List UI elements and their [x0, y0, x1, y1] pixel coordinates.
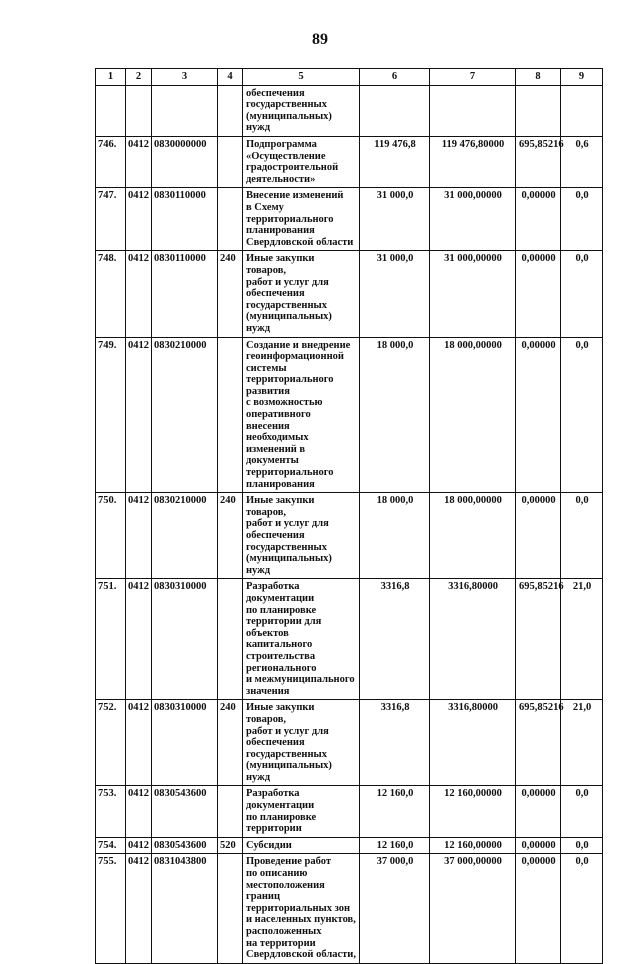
- target-article-code-cell: [152, 85, 218, 136]
- item-name-cell: Разработка документации по планировке территории: [243, 786, 360, 837]
- amount-executed-cell: 0,00000: [516, 837, 561, 854]
- percent-executed-cell: 0,0: [561, 493, 603, 579]
- target-article-code-cell: 0830210000: [152, 493, 218, 579]
- amount-total-cell: 119 476,80000: [430, 136, 516, 187]
- target-article-code-cell: 0830543600: [152, 837, 218, 854]
- percent-executed-cell: 0,0: [561, 337, 603, 493]
- amount-approved-cell: 31 000,0: [360, 251, 430, 337]
- expense-type-code-cell: [218, 854, 243, 963]
- amount-executed-cell: 0,00000: [516, 337, 561, 493]
- amount-total-cell: 12 160,00000: [430, 837, 516, 854]
- amount-executed-cell: 0,00000: [516, 188, 561, 251]
- table-row: [96, 188, 603, 251]
- percent-executed-cell: 0,6: [561, 136, 603, 187]
- section-code-cell: 0412: [126, 837, 152, 854]
- section-code-cell: 0412: [126, 786, 152, 837]
- amount-executed-cell: 0,00000: [516, 493, 561, 579]
- amount-executed-cell: 0,00000: [516, 854, 561, 963]
- section-code-cell: 0412: [126, 136, 152, 187]
- amount-total-cell: 12 160,00000: [430, 786, 516, 837]
- row-number-cell: [96, 85, 126, 136]
- row-number-cell: 748.: [96, 251, 126, 337]
- row-number-cell: 746.: [96, 136, 126, 187]
- expense-type-code-cell: 520: [218, 837, 243, 854]
- expense-type-code-cell: [218, 579, 243, 700]
- percent-executed-cell: 0,0: [561, 251, 603, 337]
- column-header-5: 5: [243, 69, 360, 86]
- target-article-code-cell: 0831043800: [152, 854, 218, 963]
- item-name-cell: Подпрограмма «Осуществление градостроительной деятельности»: [243, 136, 360, 187]
- amount-total-cell: 18 000,00000: [430, 493, 516, 579]
- item-name-cell: Субсидии: [243, 837, 360, 854]
- item-name-cell: Иные закупки товаров, работ и услуг для обеспечения государственных (муниципальных) нужд: [243, 493, 360, 579]
- amount-executed-cell: 0,00000: [516, 786, 561, 837]
- percent-executed-cell: 0,0: [561, 854, 603, 963]
- item-name-cell: Разработка документации по планировке территории для объектов капитального строительства регионального и межмуниципального значения: [243, 579, 360, 700]
- amount-approved-cell: 3316,8: [360, 700, 430, 786]
- percent-executed-cell: 0,0: [561, 188, 603, 251]
- amount-executed-cell: [516, 85, 561, 136]
- item-name-cell: Проведение работ по описанию местоположения границ территориальных зон и населенных пунктов, расположенных на территории Свердловской области,: [243, 854, 360, 963]
- amount-total-cell: [430, 85, 516, 136]
- table-row: [96, 493, 603, 579]
- expense-type-code-cell: 240: [218, 251, 243, 337]
- target-article-code-cell: 0830310000: [152, 700, 218, 786]
- amount-approved-cell: 12 160,0: [360, 786, 430, 837]
- item-name-cell: Иные закупки товаров, работ и услуг для обеспечения государственных (муниципальных) нужд: [243, 700, 360, 786]
- budget-table: [95, 68, 603, 964]
- column-header-7: 7: [430, 69, 516, 86]
- row-number-cell: 752.: [96, 700, 126, 786]
- section-code-cell: 0412: [126, 188, 152, 251]
- target-article-code-cell: 0830000000: [152, 136, 218, 187]
- amount-approved-cell: [360, 85, 430, 136]
- expense-type-code-cell: [218, 786, 243, 837]
- percent-executed-cell: 21,0: [561, 700, 603, 786]
- table-row: [96, 700, 603, 786]
- section-code-cell: 0412: [126, 251, 152, 337]
- amount-approved-cell: 31 000,0: [360, 188, 430, 251]
- target-article-code-cell: 0830310000: [152, 579, 218, 700]
- column-header-9: 9: [561, 69, 603, 86]
- amount-approved-cell: 3316,8: [360, 579, 430, 700]
- row-number-cell: 749.: [96, 337, 126, 493]
- table-row: [96, 854, 603, 963]
- row-number-cell: 755.: [96, 854, 126, 963]
- section-code-cell: 0412: [126, 700, 152, 786]
- target-article-code-cell: 0830543600: [152, 786, 218, 837]
- item-name-cell: Иные закупки товаров, работ и услуг для обеспечения государственных (муниципальных) нужд: [243, 251, 360, 337]
- table-row: [96, 579, 603, 700]
- table-header-row: [96, 69, 603, 86]
- section-code-cell: 0412: [126, 337, 152, 493]
- amount-total-cell: 37 000,00000: [430, 854, 516, 963]
- amount-approved-cell: 18 000,0: [360, 337, 430, 493]
- amount-total-cell: 18 000,00000: [430, 337, 516, 493]
- row-number-cell: 753.: [96, 786, 126, 837]
- table-row: [96, 136, 603, 187]
- amount-total-cell: 3316,80000: [430, 700, 516, 786]
- target-article-code-cell: 0830110000: [152, 251, 218, 337]
- expense-type-code-cell: [218, 188, 243, 251]
- column-header-2: 2: [126, 69, 152, 86]
- row-number-cell: 747.: [96, 188, 126, 251]
- row-number-cell: 750.: [96, 493, 126, 579]
- section-code-cell: 0412: [126, 579, 152, 700]
- column-header-8: 8: [516, 69, 561, 86]
- table-row: [96, 837, 603, 854]
- table-row: [96, 786, 603, 837]
- item-name-cell: Создание и внедрение геоинформационной системы территориального развития с возможностью оперативного внесения необходимых изменений в документы территориального планирования: [243, 337, 360, 493]
- expense-type-code-cell: [218, 337, 243, 493]
- amount-approved-cell: 119 476,8: [360, 136, 430, 187]
- amount-total-cell: 31 000,00000: [430, 251, 516, 337]
- amount-total-cell: 31 000,00000: [430, 188, 516, 251]
- expense-type-code-cell: 240: [218, 493, 243, 579]
- expense-type-code-cell: [218, 136, 243, 187]
- target-article-code-cell: 0830210000: [152, 337, 218, 493]
- percent-executed-cell: 21,0: [561, 579, 603, 700]
- percent-executed-cell: 0,0: [561, 837, 603, 854]
- percent-executed-cell: [561, 85, 603, 136]
- amount-executed-cell: 0,00000: [516, 251, 561, 337]
- target-article-code-cell: 0830110000: [152, 188, 218, 251]
- table-body: [96, 85, 603, 963]
- section-code-cell: 0412: [126, 493, 152, 579]
- column-header-6: 6: [360, 69, 430, 86]
- expense-type-code-cell: 240: [218, 700, 243, 786]
- section-code-cell: [126, 85, 152, 136]
- table-row: [96, 337, 603, 493]
- table-row: [96, 251, 603, 337]
- amount-executed-cell: 695,85216: [516, 700, 561, 786]
- amount-executed-cell: 695,85216: [516, 579, 561, 700]
- section-code-cell: 0412: [126, 854, 152, 963]
- expense-type-code-cell: [218, 85, 243, 136]
- amount-approved-cell: 37 000,0: [360, 854, 430, 963]
- column-header-1: 1: [96, 69, 126, 86]
- column-header-3: 3: [152, 69, 218, 86]
- percent-executed-cell: 0,0: [561, 786, 603, 837]
- amount-total-cell: 3316,80000: [430, 579, 516, 700]
- amount-approved-cell: 12 160,0: [360, 837, 430, 854]
- item-name-cell: Внесение изменений в Схему территориального планирования Свердловской области: [243, 188, 360, 251]
- column-header-4: 4: [218, 69, 243, 86]
- item-name-cell: обеспечения государственных (муниципальных) нужд: [243, 85, 360, 136]
- table-row: [96, 85, 603, 136]
- amount-approved-cell: 18 000,0: [360, 493, 430, 579]
- amount-executed-cell: 695,85216: [516, 136, 561, 187]
- page-number: 89: [312, 31, 328, 48]
- row-number-cell: 754.: [96, 837, 126, 854]
- row-number-cell: 751.: [96, 579, 126, 700]
